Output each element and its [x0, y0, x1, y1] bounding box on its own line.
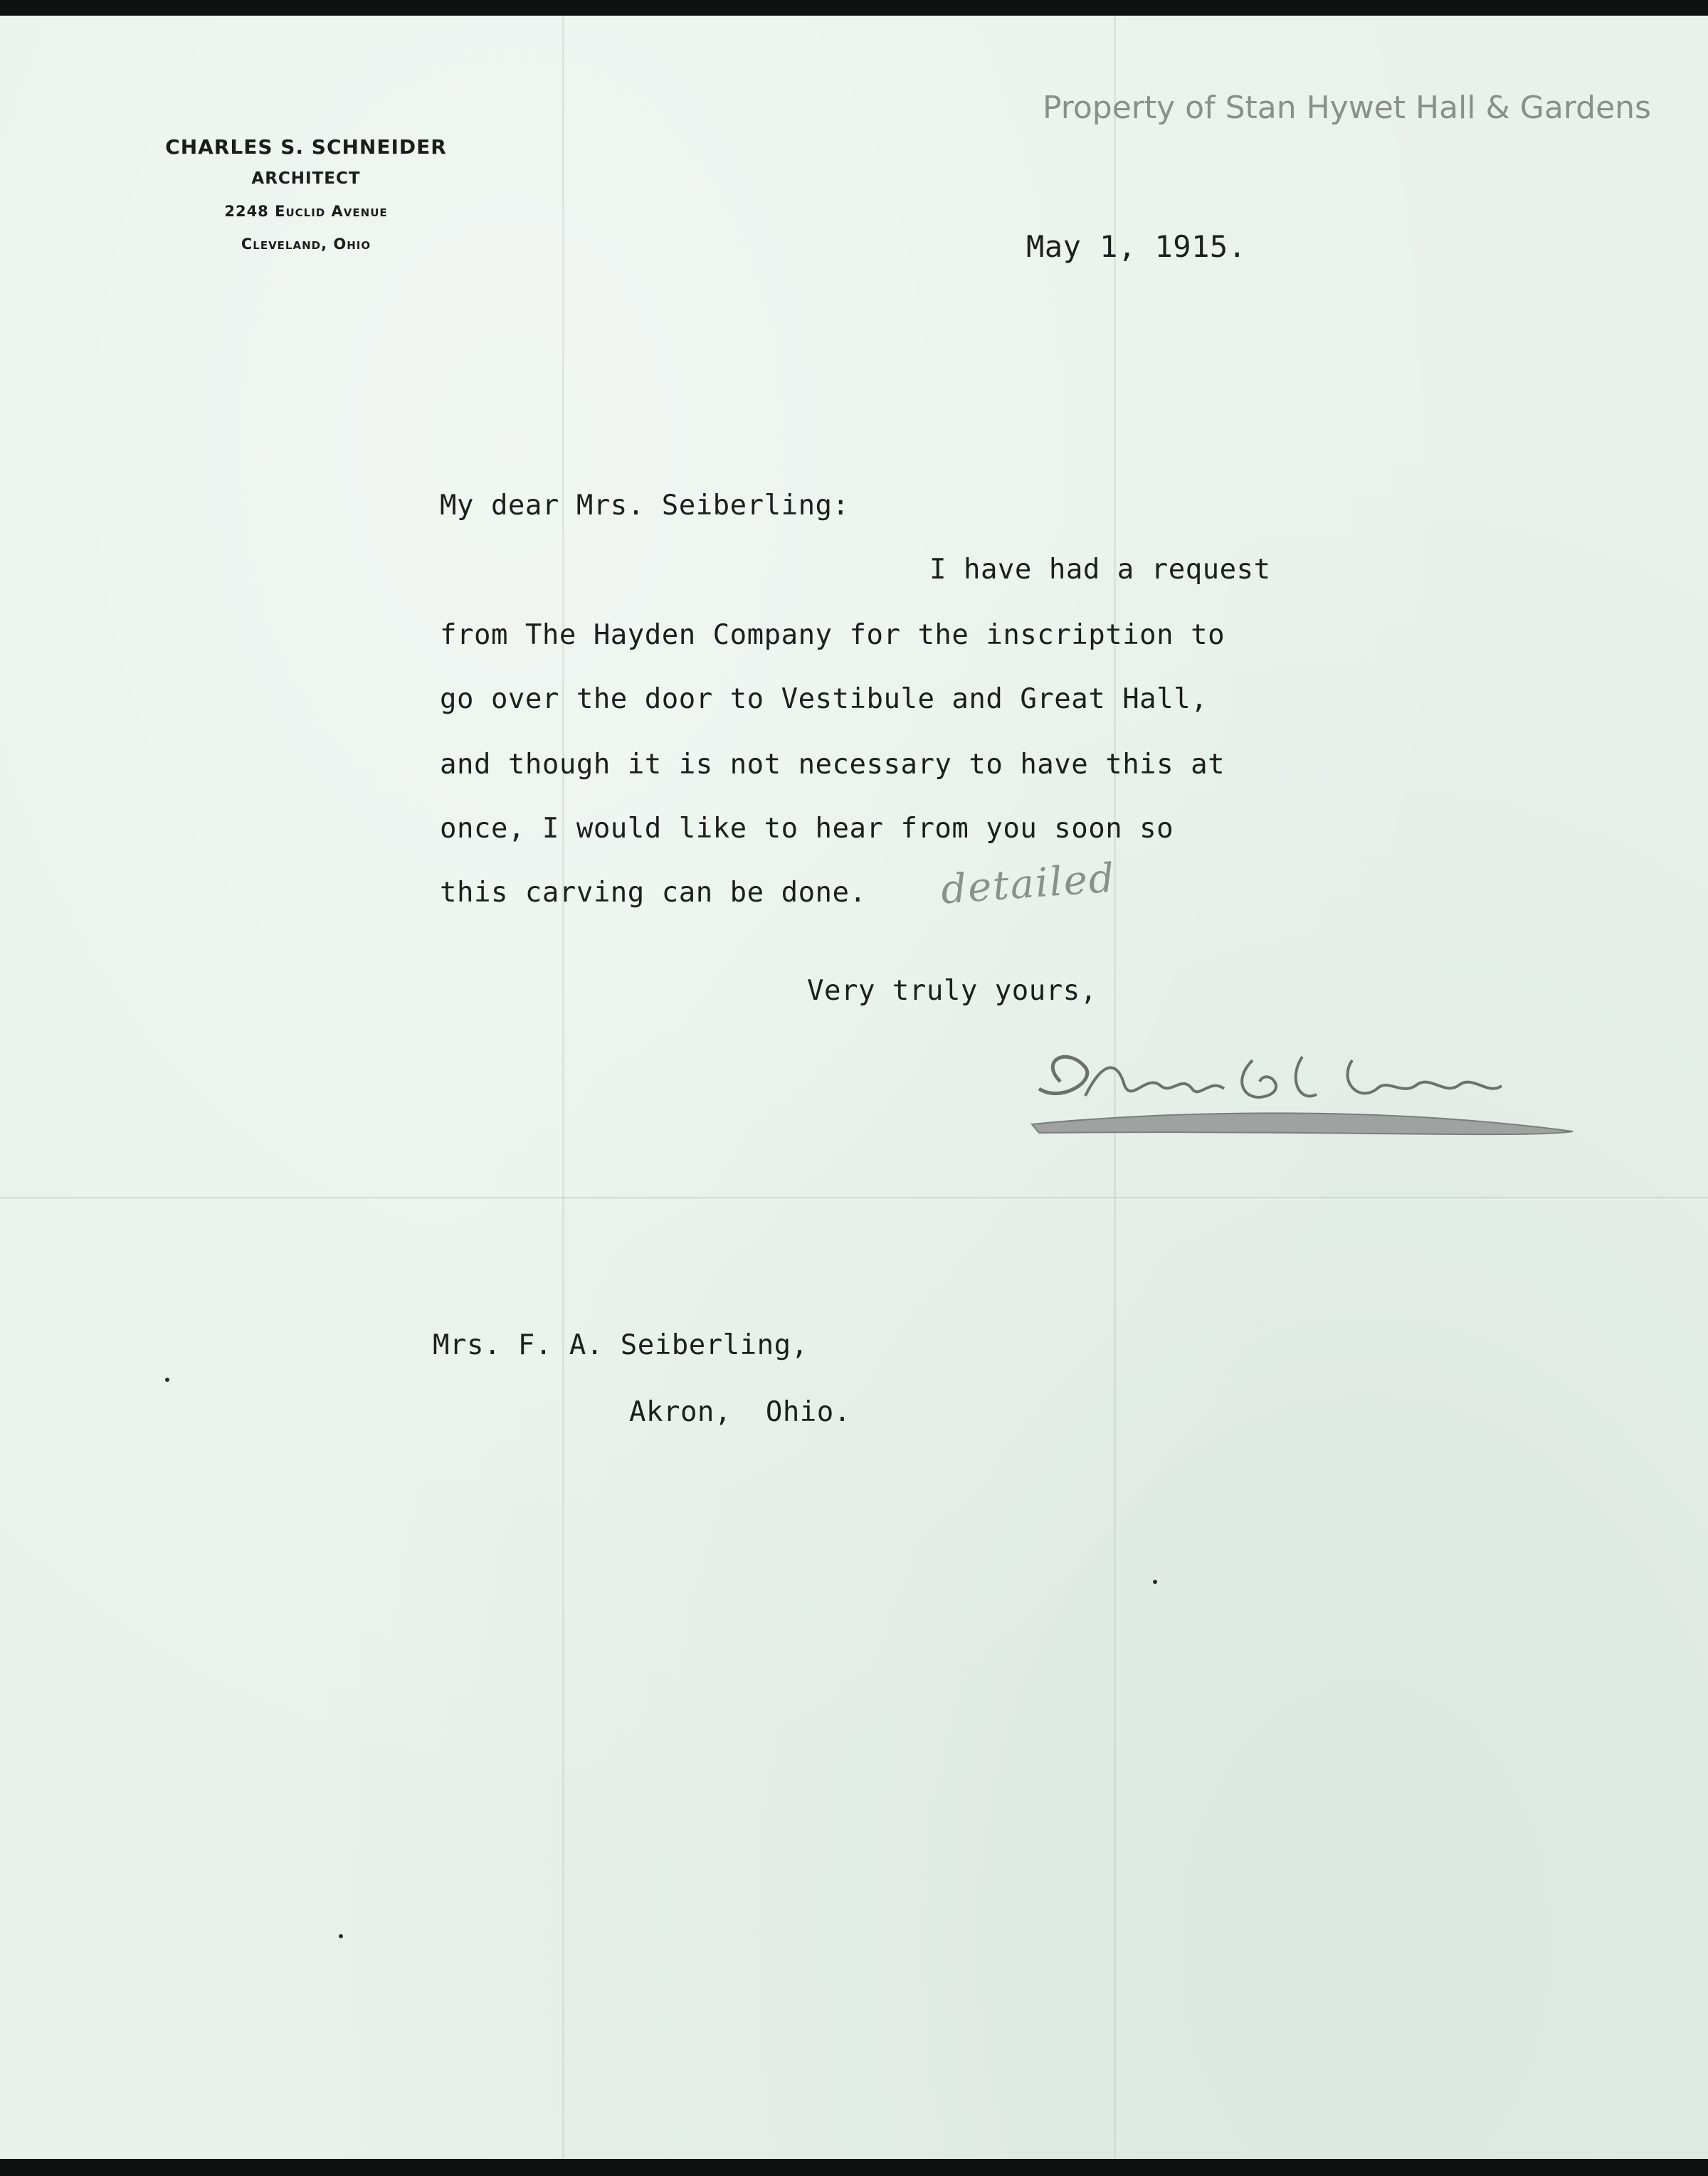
signature-image	[1018, 1018, 1623, 1167]
body-line-3: go over the door to Vestibule and Great Hall,	[440, 683, 1208, 715]
recipient-city: Akron, Ohio.	[629, 1396, 851, 1428]
body-line-4: and though it is not necessary to have this at	[440, 749, 1225, 781]
closing: Very truly yours,	[807, 975, 1097, 1007]
letterhead-address: 2248 Euclid Avenue	[224, 203, 388, 220]
letterhead-title: ARCHITECT	[251, 169, 361, 188]
recipient-name: Mrs. F. A. Seiberling,	[433, 1329, 808, 1361]
letterhead-city: Cleveland, Ohio	[241, 236, 371, 253]
body-line-2: from The Hayden Company for the inscription to	[440, 619, 1225, 651]
horizontal-fold-crease	[0, 1197, 1708, 1200]
letterhead	[142, 132, 470, 260]
letterhead-name: CHARLES S. SCHNEIDER	[165, 135, 447, 159]
archive-watermark: Property of Stan Hywet Hall & Gardens	[1043, 90, 1651, 126]
body-line-5: once, I would like to hear from you soon so	[440, 813, 1174, 845]
vertical-fold-crease-left	[562, 16, 564, 2159]
paper-speck	[339, 1934, 343, 1938]
paper-speck	[165, 1378, 169, 1382]
body-line-6: this carving can be done.	[440, 877, 867, 909]
body-line-1: I have had a request	[929, 554, 1271, 586]
paper-speck	[1153, 1580, 1157, 1584]
letter-date: May 1, 1915.	[1026, 229, 1247, 264]
salutation: My dear Mrs. Seiberling:	[440, 490, 850, 522]
handwritten-note: detailed	[939, 855, 1117, 914]
